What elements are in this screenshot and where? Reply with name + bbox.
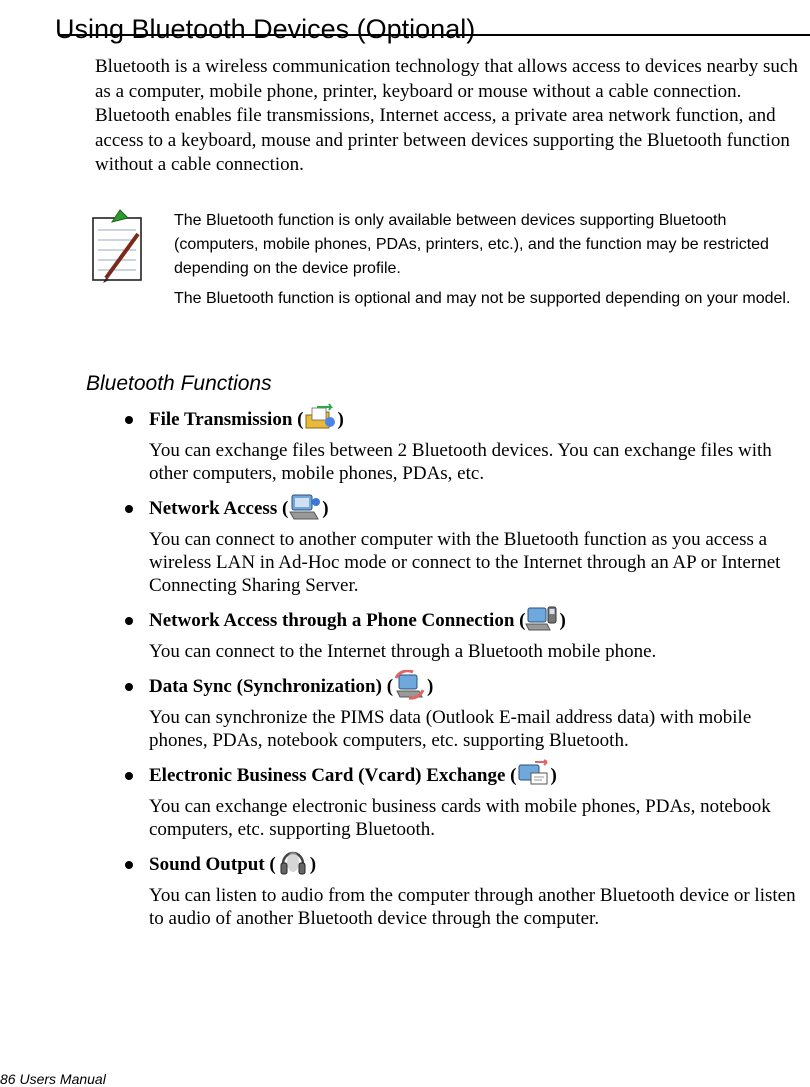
- page-title: Using Bluetooth Devices (Optional): [55, 14, 476, 45]
- function-description: You can exchange files between 2 Bluetooth devices. You can exchange files with other computers, mobile phones, PDAs, etc.: [149, 440, 772, 484]
- title-divider: [58, 34, 810, 36]
- function-heading: Electronic Business Card (Vcard) Exchange ( ): [124, 762, 810, 790]
- business-card-exchange-icon: [517, 759, 551, 789]
- function-heading: Data Sync (Synchronization) ( ): [124, 673, 810, 701]
- function-description: You can listen to audio from the computer through another Bluetooth device or listen to audio of another Bluetooth device through the computer.: [149, 885, 796, 929]
- data-sync-icon: [393, 670, 427, 700]
- function-description: You can connect to the Internet through a Bluetooth mobile phone.: [149, 641, 657, 662]
- function-name: Network Access: [149, 498, 278, 519]
- network-access-icon: [288, 492, 322, 522]
- sound-output-icon: [276, 848, 310, 878]
- function-description: You can connect to another computer with the Bluetooth function as you access a wireless LAN in Ad-Hoc mode or connect to the Internet through an AP or Internet Connecting Sharing Server.: [149, 529, 781, 596]
- function-name: Data Sync (Synchronization): [149, 676, 382, 697]
- bullet-icon: [125, 617, 133, 625]
- note-paragraph: The Bluetooth function is only available between devices supporting Bluetooth (computers, mobile phones, PDAs, printers, etc.), and the function may be restricted depending on the device profile.: [174, 212, 769, 277]
- page-footer: 86 Users Manual: [0, 1071, 106, 1087]
- function-description: You can synchronize the PIMS data (Outlook E-mail address data) with mobile phones, PDAs, notebook computers, etc. supporting Bluetooth.: [149, 707, 752, 751]
- bullet-icon: [125, 505, 133, 513]
- section-heading: Bluetooth Functions: [86, 372, 272, 395]
- function-heading: Network Access through a Phone Connection ( ): [124, 607, 810, 635]
- function-heading: File Transmission ( ): [124, 406, 810, 434]
- function-name: Network Access through a Phone Connection: [149, 610, 515, 631]
- list-item: [124, 406, 810, 485]
- function-list: [124, 406, 810, 930]
- bullet-icon: [125, 861, 133, 869]
- function-heading: Network Access ( ): [124, 495, 810, 523]
- note-box: [174, 209, 810, 317]
- function-heading: Sound Output ( ): [124, 851, 810, 879]
- intro-paragraph: Bluetooth is a wireless communication technology that allows access to devices nearby such as a computer, mobile phone, printer, keyboard or mouse without a cable connection. Bluetooth enables file transmissions, Internet access, a private area network function, and access to a keyboard, mouse and printer between devices supporting the Bluetooth function without a cable connection.: [95, 56, 798, 175]
- function-name: Sound Output: [149, 854, 265, 875]
- list-item: [124, 673, 810, 752]
- list-item: [124, 607, 810, 663]
- bullet-icon: [125, 683, 133, 691]
- list-item: [124, 495, 810, 597]
- list-item: [124, 851, 810, 930]
- note-pad-icon: [90, 208, 150, 284]
- file-transfer-icon: [303, 403, 337, 433]
- phone-connection-icon: [525, 604, 559, 634]
- note-paragraph: The Bluetooth function is optional and may not be supported depending on your model.: [174, 290, 791, 307]
- function-name: File Transmission: [149, 409, 293, 430]
- bullet-icon: [125, 416, 133, 424]
- function-description: You can exchange electronic business cards with mobile phones, PDAs, notebook computers, etc. supporting Bluetooth.: [149, 796, 771, 840]
- bullet-icon: [125, 772, 133, 780]
- function-name: Electronic Business Card (Vcard) Exchange: [149, 765, 506, 786]
- list-item: [124, 762, 810, 841]
